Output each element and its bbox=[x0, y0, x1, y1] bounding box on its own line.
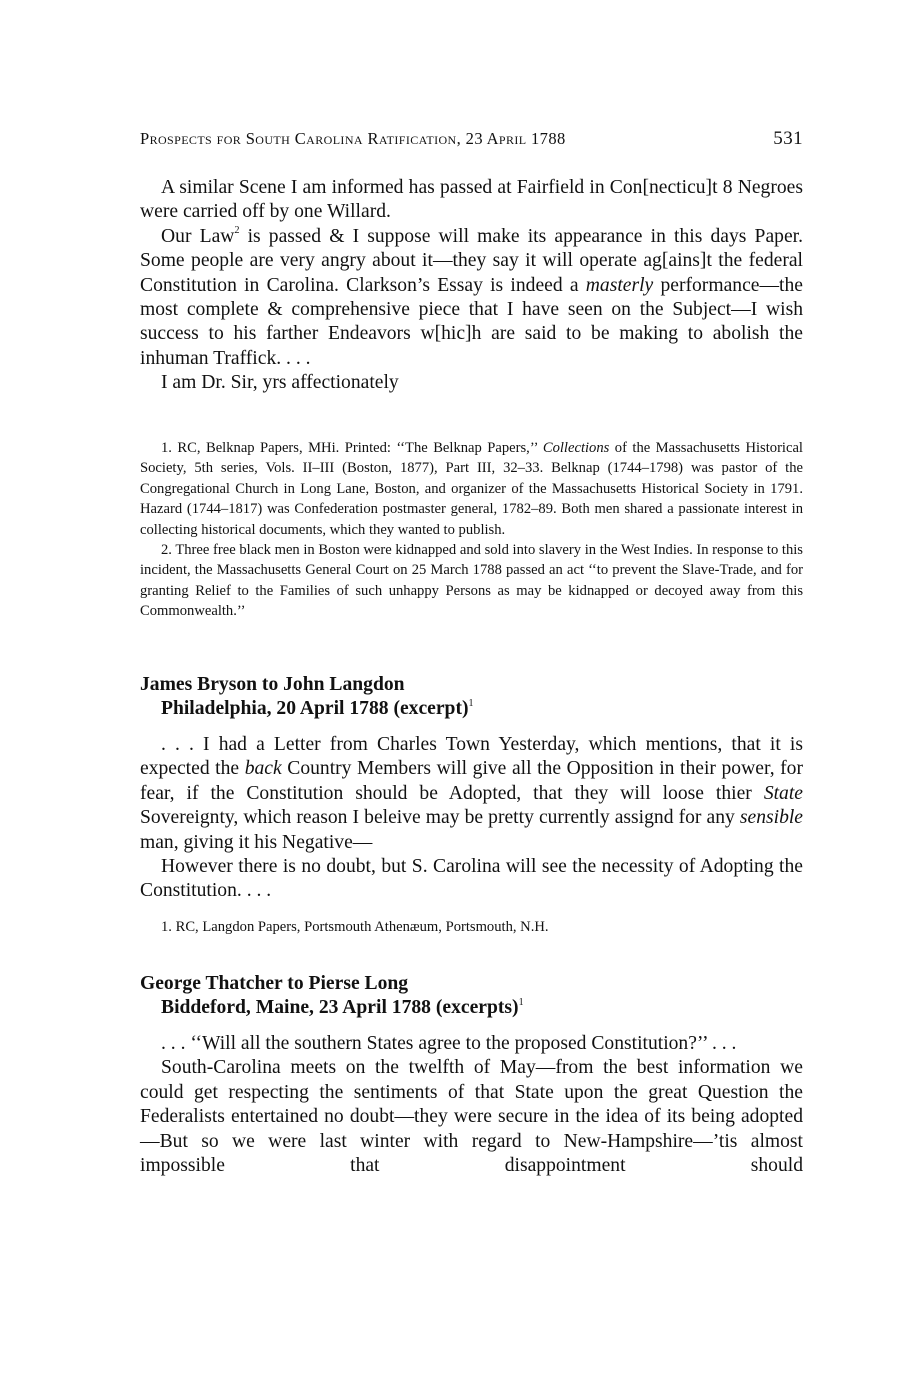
running-head bbox=[140, 128, 803, 150]
paragraph: South-Carolina meets on the twelfth of May—from the best information we could get respecting the sentiments of that State upon the great Question the Federalists entertained no doubt—they were secure in the idea of its being adopted—But so we were last winter with regard to New-Hampshire—’tis almost impossible that disappointment should bbox=[140, 1057, 803, 1177]
letter-body bbox=[140, 733, 803, 904]
paragraph: However there is no doubt, but S. Carolina will see the necessity of Adopting the Constitution. . . . bbox=[140, 856, 803, 902]
paragraph: . . . ‘‘Will all the southern States agree to the proposed Constitution?’’ . . . bbox=[161, 1033, 737, 1054]
paragraph: A similar Scene I am informed has passed at Fairfield in Con[necticu]t 8 Negroes were carried off by one Willard. bbox=[140, 177, 803, 223]
letter-body bbox=[140, 1032, 803, 1178]
footnote: 2. Three free black men in Boston were kidnapped and sold into slavery in the West Indies. In response to this incident, the Massachusetts General Court on 25 March 1788 passed an act ‘‘to prevent the Slave-Trade, and for granting Relief to the Families of such unhappy Persons as may be kidnapped or decoyed away from this Commonwealth.’’ bbox=[140, 542, 803, 620]
letter-heading: George Thatcher to Pierse Long bbox=[140, 973, 409, 994]
letter-subheading: Philadelphia, 20 April 1788 (excerpt)$^1$ bbox=[161, 697, 474, 720]
footnote: 1. RC, Belknap Papers, MHi. Printed: ‘‘The Belknap Papers,’’ Collections of the Massachusetts Historical Society, 5th series, Vols. II–III (Boston, 1877), Part III, 32–33. Belknap (1744–1798) was pastor of the Congregational Church in Long Lane, Boston, and organizer of the Massachusetts Historical Society in 1791. Hazard (1744–1817) was Confederation postmaster general, 1782–89. Both men shared a passionate interest in collecting historical documents, which they wanted to publish. bbox=[140, 440, 803, 538]
footnotes bbox=[140, 917, 803, 937]
page-number: 531 bbox=[773, 128, 803, 149]
footnote: 1. RC, Langdon Papers, Portsmouth Athenæum, Portsmouth, N.H. bbox=[161, 919, 549, 935]
paragraph: . . . I had a Letter from Charles Town Yesterday, which mentions, that it is expected the back Country Members will give all the Opposition in their power, for fear, if the Constitution should be Adopted, that they will loose thier State Sovereignty, which reason I beleive may be pretty currently assignd for any sensible man, giving it his Negative— bbox=[140, 734, 803, 853]
paragraph: Our Law$^2$ is passed & I suppose will make its appearance in this days Paper. Some people are very angry about it—they say it will operate ag[ains]t the federal Constitution in Carolina. Clarkson’s Essay is indeed a masterly performance—the most complete & comprehensive piece that I have seen on the Subject—I wish success to his farther Endeavors w[hic]h are said to be making to abolish the inhuman Traffick. . . . bbox=[140, 225, 803, 369]
footnote-marker: 2 bbox=[234, 225, 240, 237]
letter-continuation bbox=[140, 176, 803, 396]
letter-heading: James Bryson to John Langdon bbox=[140, 674, 405, 695]
footnotes bbox=[140, 438, 803, 622]
footnote-marker: 1 bbox=[518, 996, 524, 1008]
letter-bryson-langdon bbox=[140, 673, 803, 722]
italic-text: masterly bbox=[585, 274, 654, 296]
letter-closing: I am Dr. Sir, yrs affectionately bbox=[161, 372, 399, 394]
letter-thatcher-long bbox=[140, 972, 803, 1021]
footnote-marker: 1 bbox=[468, 697, 474, 709]
letter-subheading: Biddeford, Maine, 23 April 1788 (excerpts)$^1$ bbox=[161, 996, 524, 1019]
running-head-title: Prospects for South Carolina Ratification, 23 April 1788 bbox=[140, 129, 566, 148]
